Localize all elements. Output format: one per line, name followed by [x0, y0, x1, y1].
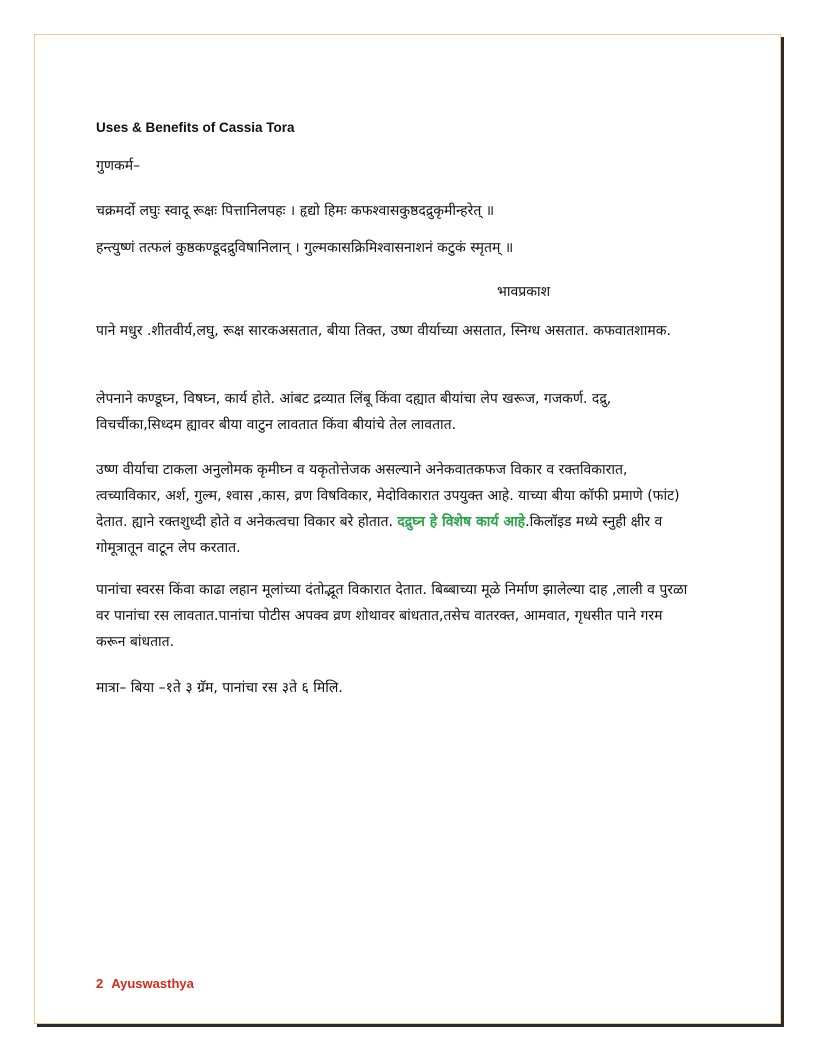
dosage-line: मात्रा– बिया –१ते ३ ग्रॅम, पानांचा रस ३ते ६ मिलि. [96, 680, 343, 696]
page-number: 2 [96, 976, 104, 991]
paragraph-internal-use [96, 457, 696, 561]
footer-brand: Ayuswasthya [111, 976, 194, 991]
section-label: गुणकर्म– [96, 158, 141, 174]
paragraph-internal-use-text: उष्ण वीर्याचा टाकला अनुलोमक कृमीघ्न व यकृतोत्तेजक असल्याने अनेकवातकफज विकार व रक्तविकारात, त्वच्याविकार, अर्श, गुल्म, श्वास ,कास, व्रण विषविकार, मेदोविकारात उपयुक्त आहे. याच्या बीया कॉफी प्रमाणे (फांट) देतात. ह्याने रक्तशुध्दी होते व अनेकत्वचा विकार बरे होतात. [96, 462, 680, 530]
paragraph-external-use: लेपनाने कण्डूघ्न, विषघ्न, कार्य होते. आंबट द्रव्यात लिंबू किंवा दह्यात बीयांचा लेप खरूज, गजकर्ण. दद्रु, विचर्चीका,सिध्दम ह्यावर बीया वाटुन लावतात किंवा बीयांचे तेल लावतात. [96, 391, 612, 433]
source-attribution: भावप्रकाश [497, 284, 551, 300]
page-footer [96, 976, 194, 991]
shloka-line-2: हन्त्युष्णं तत्फलं कुष्ठकण्डूदद्रुविषानिलान् । गुल्मकासक्रिमिश्वासनाशनं कटुकं स्मृतम् ॥ [96, 240, 514, 256]
paragraph-properties: पाने मधुर .शीतवीर्य,लघु, रूक्ष सारकअसतात, बीया तिक्त, उष्ण वीर्याच्या असतात, स्निग्ध असतात. कफवातशामक. [96, 323, 671, 339]
document-heading: Uses & Benefits of Cassia Tora [96, 120, 295, 135]
highlighted-phrase: दद्रुघ्न हे विशेष कार्य आहे [397, 514, 526, 530]
shloka-line-1: चक्रमर्दो लघुः स्वादू रूक्षः पित्तानिलपहः । हृद्यो हिमः कफश्वासकुष्ठदद्रुकृमीन्हरेत् ॥ [96, 203, 495, 219]
paragraph-internal-use-end: .किलॉइड मध्ये स्नुही क्षीर व गोमूत्रातून वाटून लेप करतात. [96, 514, 663, 556]
paragraph-leaf-use: पानांचा स्वरस किंवा काढा लहान मूलांच्या दंतोद्भूत विकारात देतात. बिब्बाच्या मूळे निर्माण झालेल्या दाह ,लाली व पुरळा वर पानांचा रस लावतात.पानांचा पोटीस अपक्व व्रण शोथावर बांधतात,तसेच वातरक्त, आमवात, गृधसीत पाने गरम करून बांधतात. [96, 582, 688, 650]
